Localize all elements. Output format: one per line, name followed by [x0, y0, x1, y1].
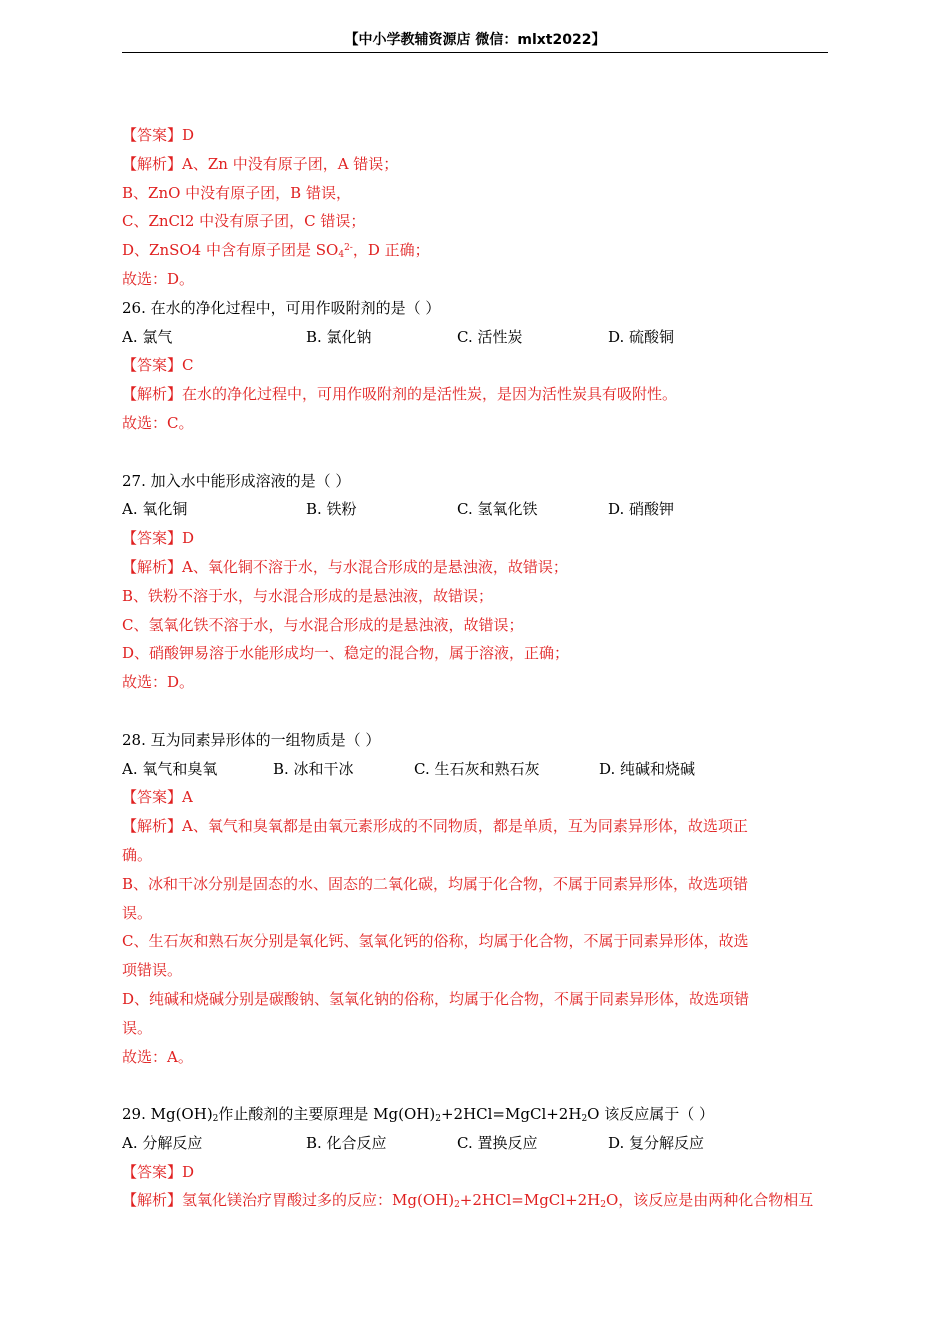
q27-answer: 【答案】D — [122, 529, 195, 548]
q27-option-c: C. 氢氧化铁 — [457, 500, 538, 519]
q28-option-d: D. 纯碱和烧碱 — [599, 759, 696, 778]
analysis-text: +2HCl=MgCl+2H — [459, 1191, 601, 1210]
q26-answer: 【答案】C — [122, 356, 194, 375]
q28-analysis-a-cont: 确。 — [122, 845, 153, 864]
q28-analysis-b: B、冰和干冰分别是固态的水、固态的二氧化碳，均属于化合物，不属于同素异形体，故选项错 — [122, 874, 749, 893]
q28-stem: 28. 互为同素异形体的一组物质是（ ） — [122, 730, 381, 749]
q26-conclusion: 故选：C。 — [122, 413, 194, 432]
q29-analysis — [122, 1186, 828, 1215]
analysis-text: A、氧气和臭氧都是由氧元素形成的不同物质，都是单质，互为同素异形体，故选项正 — [182, 817, 748, 836]
analysis-label: 【解析】 — [122, 385, 183, 404]
q25-analysis-d — [122, 236, 828, 265]
q29-option-a: A. 分解反应 — [122, 1133, 203, 1152]
q26-option-a: A. 氯气 — [122, 327, 173, 346]
q28-option-b: B. 冰和干冰 — [273, 759, 354, 778]
q25-conclusion: 故选：D。 — [122, 269, 195, 288]
q25-analysis-b: B、ZnO 中没有原子团，B 错误， — [122, 183, 351, 202]
superscript: 2- — [344, 243, 353, 254]
q27-options — [122, 495, 828, 524]
q27-option-d: D. 硝酸钾 — [608, 500, 675, 519]
q26-option-d: D. 硫酸铜 — [608, 327, 675, 346]
q25-analysis-a — [122, 150, 828, 179]
analysis-text: A、Zn 中没有原子团，A 错误； — [182, 154, 399, 173]
q27-analysis-a — [122, 553, 828, 582]
q28-options — [122, 755, 828, 784]
subscript: 4 — [338, 250, 345, 261]
q28-option-c: C. 生石灰和熟石灰 — [414, 759, 540, 778]
q27-analysis-b: B、铁粉不溶于水，与水混合形成的是悬浊液，故错误； — [122, 586, 494, 605]
subscript: 2 — [600, 1200, 606, 1211]
q29-stem — [122, 1100, 828, 1129]
analysis-label: 【解析】 — [122, 817, 183, 836]
page-header: 【中小学教辅资源店 微信：mlxt2022】 — [344, 32, 606, 48]
q27-conclusion: 故选：D。 — [122, 673, 195, 692]
analysis-label: 【解析】 — [122, 154, 183, 173]
header-divider — [122, 52, 828, 53]
analysis-text: 在水的净化过程中，可用作吸附剂的是活性炭，是因为活性炭具有吸附性。 — [182, 385, 678, 404]
q29-option-b: B. 化合反应 — [306, 1133, 387, 1152]
q26-option-c: C. 活性炭 — [457, 327, 523, 346]
q28-conclusion: 故选：A。 — [122, 1047, 193, 1066]
q29-options — [122, 1129, 828, 1158]
q26-stem: 26. 在水的净化过程中，可用作吸附剂的是（ ） — [122, 298, 441, 317]
analysis-text: A、氧化铜不溶于水，与水混合形成的是悬浊液，故错误； — [182, 557, 568, 576]
q28-analysis-d: D、纯碱和烧碱分别是碳酸钠、氢氧化钠的俗称，均属于化合物，不属于同素异形体，故选项错 — [122, 989, 750, 1008]
analysis-text: D、ZnSO4 中含有原子团是 SO — [122, 241, 339, 260]
analysis-text: ，D 正确； — [352, 241, 430, 260]
subscript: 2 — [454, 1200, 460, 1211]
stem-text: O 该反应属于（ ） — [587, 1105, 715, 1124]
q29-option-c: C. 置换反应 — [457, 1133, 538, 1152]
q28-option-a: A. 氧气和臭氧 — [122, 759, 218, 778]
blank-line — [122, 697, 828, 726]
q27-analysis-c: C、氢氧化铁不溶于水，与水混合形成的是悬浊液，故错误； — [122, 615, 524, 634]
subscript: 2 — [435, 1114, 441, 1125]
q27-option-a: A. 氧化铜 — [122, 500, 188, 519]
subscript: 2 — [581, 1114, 588, 1125]
q28-analysis-a — [122, 812, 828, 841]
q27-analysis-d: D、硝酸钾易溶于水能形成均一、稳定的混合物，属于溶液，正确； — [122, 644, 570, 663]
subscript: 2 — [212, 1114, 219, 1125]
q29-answer: 【答案】D — [122, 1162, 195, 1181]
q27-stem: 27. 加入水中能形成溶液的是（ ） — [122, 471, 351, 490]
analysis-text: 氢氧化镁治疗胃酸过多的反应：Mg(OH) — [182, 1191, 455, 1210]
q28-analysis-d-cont: 误。 — [122, 1018, 153, 1037]
document-body — [122, 121, 828, 1215]
stem-text: 29. Mg(OH) — [122, 1105, 213, 1124]
analysis-label: 【解析】 — [122, 557, 183, 576]
q26-analysis — [122, 380, 828, 409]
stem-text: 作止酸剂的主要原理是 Mg(OH) — [218, 1105, 436, 1124]
q25-analysis-c: C、ZnCl2 中没有原子团，C 错误； — [122, 212, 366, 231]
q29-option-d: D. 复分解反应 — [608, 1133, 705, 1152]
q28-analysis-c-cont: 项错误。 — [122, 961, 183, 980]
q26-options — [122, 323, 828, 352]
q28-answer: 【答案】A — [122, 788, 193, 807]
blank-line — [122, 1071, 828, 1100]
q28-analysis-b-cont: 误。 — [122, 903, 153, 922]
analysis-text: O，该反应是由两种化合物相互 — [606, 1191, 814, 1210]
analysis-label: 【解析】 — [122, 1191, 183, 1210]
stem-text: +2HCl=MgCl+2H — [440, 1105, 582, 1124]
q25-answer: 【答案】D — [122, 126, 195, 144]
blank-line — [122, 438, 828, 467]
q28-analysis-c: C、生石灰和熟石灰分别是氧化钙、氢氧化钙的俗称，均属于化合物，不属于同素异形体，故选 — [122, 932, 749, 951]
q27-option-b: B. 铁粉 — [306, 500, 357, 519]
q26-option-b: B. 氯化钠 — [306, 327, 372, 346]
